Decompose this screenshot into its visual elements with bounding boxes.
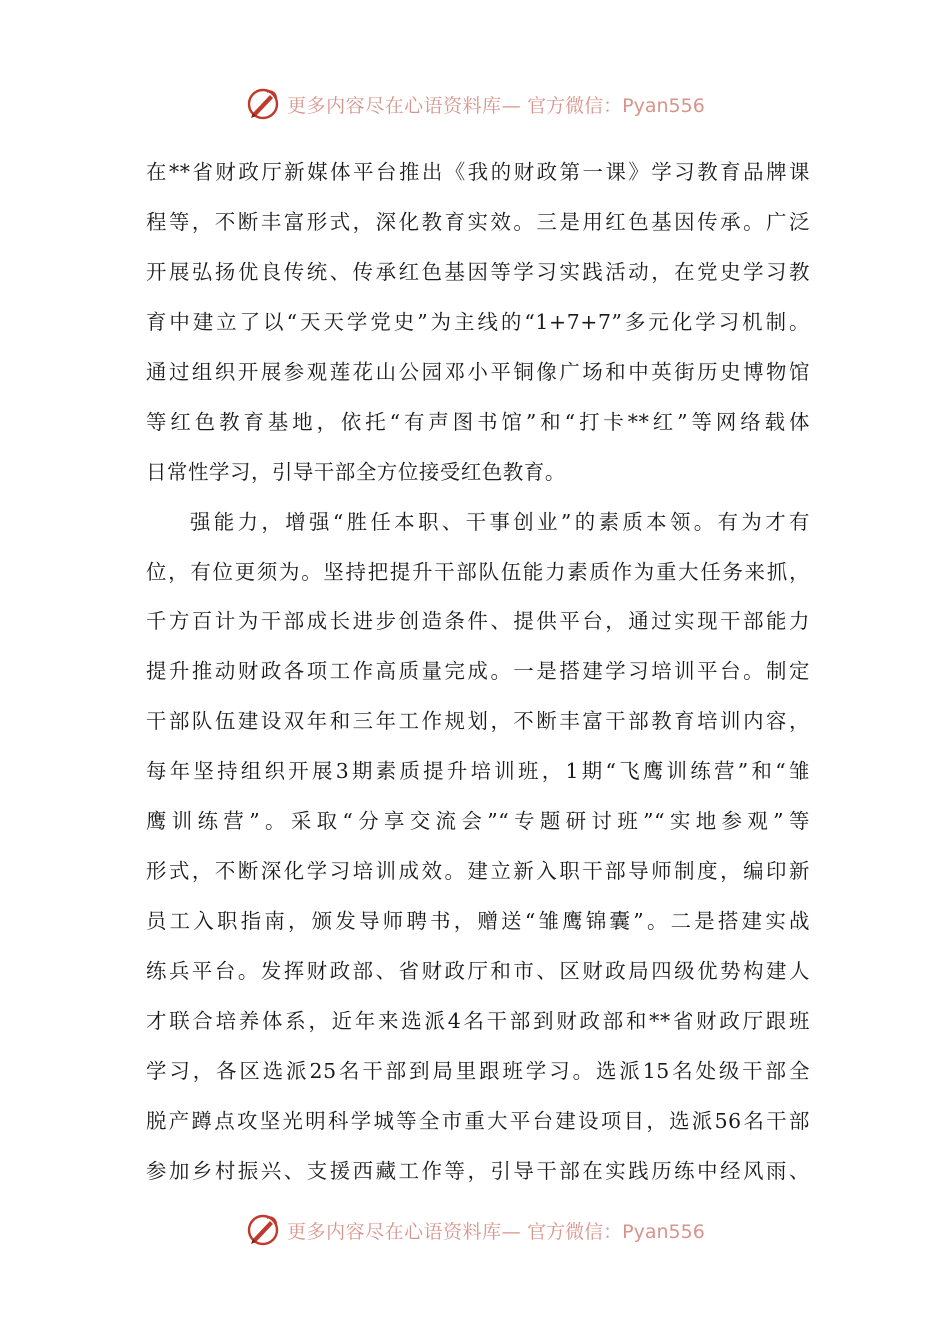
body-line: 等红色教育基地，依托“有声图书馆”和“打卡**红”等网络载体 <box>146 409 810 434</box>
body-line: 干部队伍建设双年和三年工作规划，不断丰富干部教育培训内容， <box>146 709 810 734</box>
body-line: 员工入职指南，颁发导师聘书，赠送“雏鹰锦囊”。二是搭建实战 <box>146 909 810 934</box>
body-line: 千方百计为干部成长进步创造条件、提供平台，通过实现干部能力 <box>146 609 810 634</box>
body-line: 每年坚持组织开展3期素质提升培训班，1期“飞鹰训练营”和“雏 <box>146 759 810 784</box>
body-line: 练兵平台。发挥财政部、省财政厅和市、区财政局四级优势构建人 <box>146 959 810 983</box>
header-banner-wechat: 官方微信：Pyan556 <box>527 94 705 117</box>
body-line: 程等，不断丰富形式，深化教育实效。三是用红色基因传承。广泛 <box>146 209 810 234</box>
body-line: 开展弘扬优良传统、传承红色基因等学习实践活动，在党史学习教 <box>146 259 810 284</box>
body-line: 位，有位更须为。坚持把提升干部队伍能力素质作为重大任务来抓， <box>146 559 810 584</box>
pen-logo-icon <box>245 1212 281 1248</box>
document-body <box>146 148 810 1197</box>
body-line: 鹰训练营”。采取“分享交流会”“专题研讨班”“实地参观”等 <box>146 809 810 834</box>
footer-banner-text: 更多内容尽在心语资料库— <box>287 1220 522 1243</box>
footer-banner-inner <box>245 1212 705 1248</box>
body-line: 才联合培养体系，近年来选派4名干部到财政部和**省财政厅跟班 <box>146 1008 810 1033</box>
pen-logo-icon <box>245 86 281 122</box>
body-line: 参加乡村振兴、支援西藏工作等，引导干部在实践历练中经风雨、 <box>146 1158 810 1183</box>
body-line: 育中建立了以“天天学党史”为主线的“1+7+7”多元化学习机制。 <box>146 309 810 334</box>
body-line: 脱产蹲点攻坚光明科学城等全市重大平台建设项目，选派56名干部 <box>146 1108 810 1133</box>
header-banner <box>0 82 950 126</box>
body-line: 在**省财政厅新媒体平台推出《我的财政第一课》学习教育品牌课 <box>146 160 810 184</box>
body-line: 学习，各区选派25名干部到局里跟班学习。选派15名处级干部全 <box>146 1058 810 1083</box>
footer-banner-wechat: 官方微信：Pyan556 <box>527 1220 705 1243</box>
body-line-paragraph-end: 日常性学习，引导干部全方位接受红色教育。 <box>146 459 566 484</box>
body-line: 通过组织开展参观莲花山公园邓小平铜像广场和中英街历史博物馆 <box>146 359 810 384</box>
header-banner-text: 更多内容尽在心语资料库— <box>287 94 522 117</box>
header-banner-inner <box>245 86 705 122</box>
body-line: 形式，不断深化学习培训成效。建立新入职干部导师制度，编印新 <box>146 859 810 884</box>
body-line: 提升推动财政各项工作高质量完成。一是搭建学习培训平台。制定 <box>146 659 810 684</box>
footer-banner <box>0 1208 950 1252</box>
body-line-paragraph-start: 强能力，增强“胜任本职、干事创业”的素质本领。有为才有 <box>190 509 810 534</box>
